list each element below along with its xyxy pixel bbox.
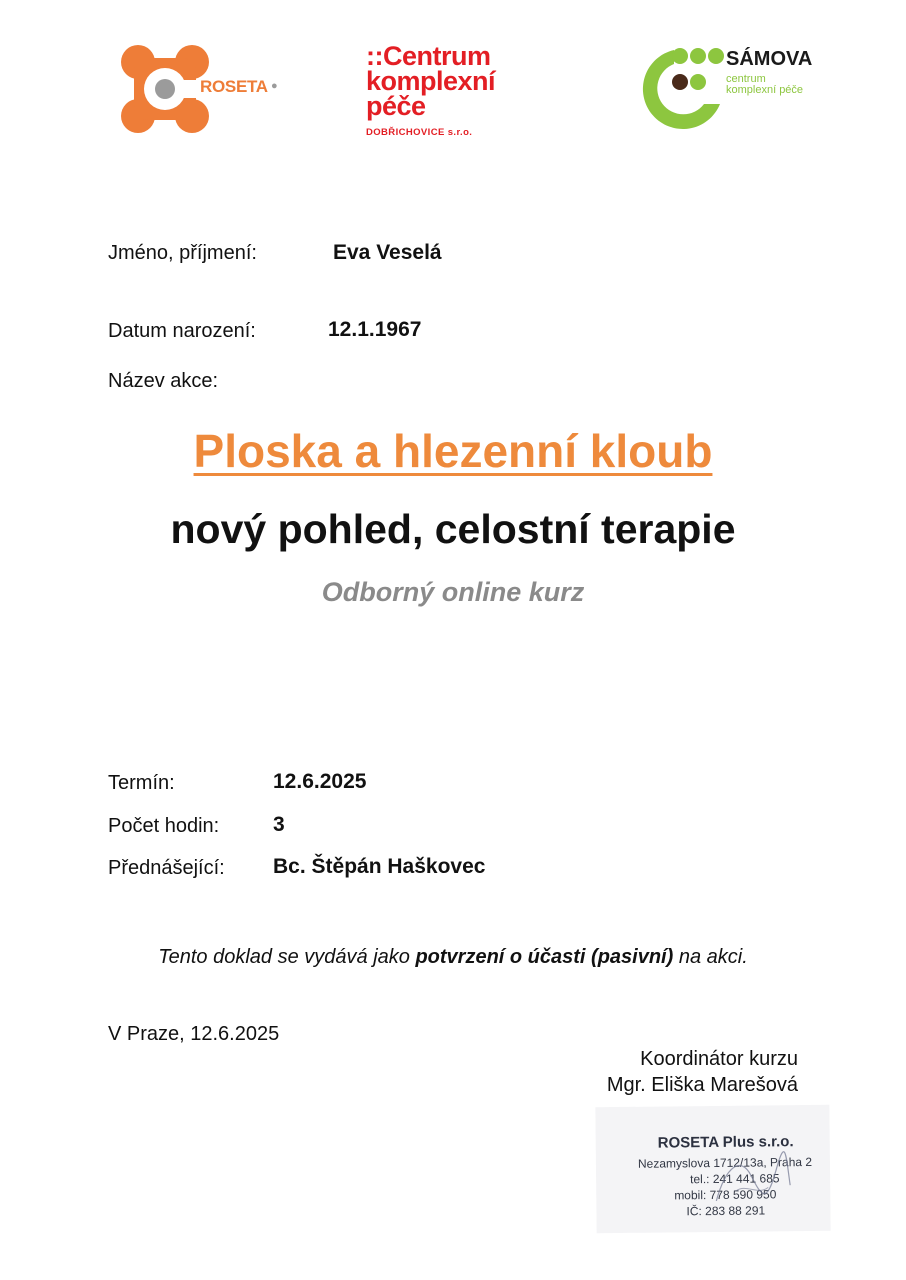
note-part2: na akci. (673, 946, 748, 968)
hours-value: 3 (273, 813, 285, 836)
event-title-text: Ploska a hlezenní kloub (193, 425, 713, 477)
ckp-logo-line2: komplexní (366, 66, 496, 96)
roseta-logo-mark (120, 44, 210, 134)
lecturer-label: Přednášející: (108, 857, 225, 879)
date-value: 12.6.2025 (273, 770, 367, 793)
ckp-logo-line3: péče (366, 91, 426, 121)
ckp-logo (366, 41, 526, 148)
hours-label: Počet hodin: (108, 815, 220, 837)
date-label: Termín: (108, 772, 175, 794)
event-label: Název akce: (108, 370, 219, 392)
company-stamp (595, 1105, 830, 1233)
coordinator-role: Koordinátor kurzu (640, 1048, 798, 1070)
coordinator-name: Mgr. Eliška Marešová (606, 1074, 798, 1096)
place-date: V Praze, 12.6.2025 (108, 1023, 280, 1045)
samova-logo-title: SÁMOVA (726, 48, 813, 70)
samova-logo (630, 44, 830, 136)
stamp-company: ROSETA Plus s.r.o. (657, 1133, 794, 1152)
confirmation-note (0, 946, 906, 969)
stamp-address: Nezamyslova 1712/13a, Praha 2 (637, 1154, 813, 1171)
signature-mark (706, 1145, 797, 1216)
ckp-logo-prefix: :: (366, 41, 383, 71)
stamp-tel: tel.: 241 441 685 (690, 1171, 780, 1187)
samova-logo-sub1: centrum (726, 73, 766, 85)
event-subtitle: nový pohled, celostní terapie (170, 506, 736, 552)
event-title (0, 424, 906, 478)
name-value: Eva Veselá (333, 241, 442, 264)
roseta-logo-dot: ● (271, 80, 278, 92)
stamp-ic: IČ: 283 88 291 (686, 1203, 766, 1219)
dob-value: 12.1.1967 (328, 318, 422, 341)
note-bold: potvrzení o účasti (pasivní) (415, 946, 674, 968)
note-part1: Tento doklad se vydává jako (158, 946, 416, 968)
name-label: Jméno, příjmení: (108, 242, 257, 264)
ckp-logo-sub: DOBŘICHOVICE s.r.o. (366, 127, 473, 138)
samova-logo-sub2: komplexní péče (726, 84, 804, 96)
event-kind: Odborný online kurz (321, 577, 585, 607)
roseta-logo-text: ROSETA (200, 77, 268, 96)
stamp-mobil: mobil: 778 590 950 (674, 1187, 777, 1203)
ckp-logo-word1: Centrum (382, 41, 491, 71)
lecturer-value: Bc. Štěpán Haškovec (273, 855, 486, 878)
samova-logo-mark (630, 44, 726, 132)
roseta-logo (120, 44, 290, 136)
dob-label: Datum narození: (108, 320, 256, 342)
